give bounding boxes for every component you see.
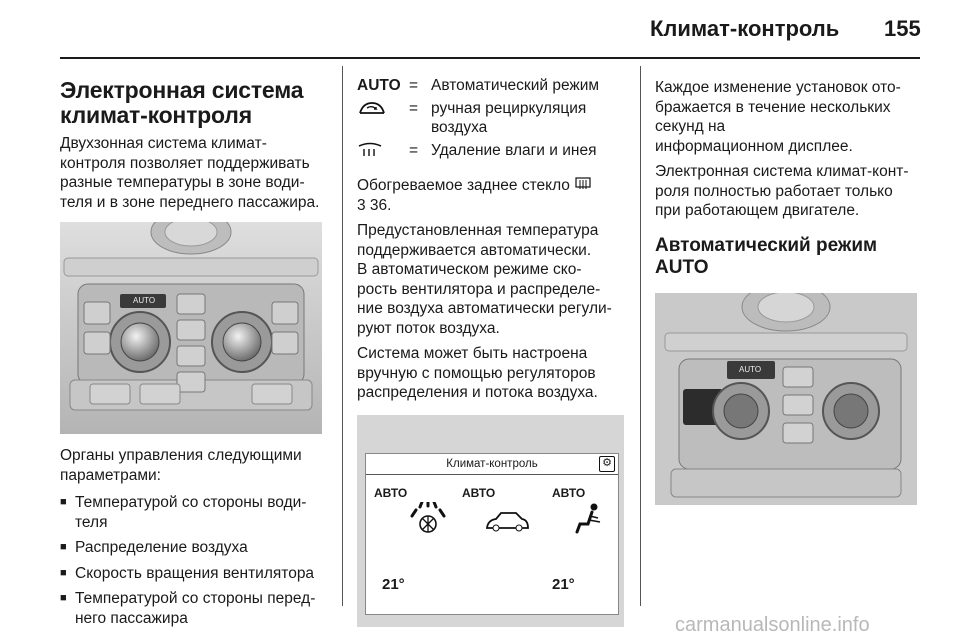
fan-speed-icon (408, 502, 448, 539)
definition-row: = Удаление влаги и инея (357, 141, 627, 165)
manual-paragraph: Система может быть настроена вручную с помощью регуляторов распределения и потока воздуха. (357, 345, 598, 401)
header-rule (60, 57, 920, 59)
display-temp-right: 21° (552, 575, 575, 593)
info-display-figure (357, 415, 624, 627)
definition-text: Автоматический режим (431, 77, 600, 94)
definition-text: ручная рециркуляция воздуха (431, 99, 587, 136)
list-item: ■ Температурой со стороны перед- него пассажира (60, 589, 330, 628)
page-header-title: Климат-контроль (650, 16, 840, 41)
list-item: ■ Температурой со стороны води- теля (60, 493, 330, 532)
controls-list (60, 493, 330, 628)
climate-panel-photo (60, 222, 322, 434)
rear-window-paragraph (357, 176, 627, 215)
info-display-screen (365, 453, 619, 615)
list-item: ■ Распределение воздуха (60, 538, 330, 558)
column-divider-1 (342, 66, 343, 606)
auto-paragraph: Предустановленная температура поддерживается автоматически. В автоматическом режиме ско- рость вентилятора и распределе- ние воздуха автоматически регули- руют поток воздуха. (357, 222, 612, 337)
display-auto-label: АВТО (462, 485, 496, 500)
column-1 (60, 66, 330, 634)
gear-icon: ⚙ (599, 456, 615, 472)
watermark: carmanualsonline.info (675, 614, 870, 636)
intro-paragraph: Двухзонная система климат- контроля позволяет поддерживать разные температуры в зоне води- теля и в зоне переднего пассажира. (60, 135, 320, 211)
rear-window-text: Обогреваемое заднее стекло (357, 177, 570, 194)
panel-auto-label: AUTO (739, 364, 762, 374)
definition-row: AUTO = Автоматический режим (357, 76, 627, 96)
panel-auto-label: AUTO (133, 296, 156, 305)
definition-row: = ручная рециркуляция воздуха (357, 99, 627, 138)
display-title-bar (366, 454, 618, 475)
recirculation-icon (357, 99, 409, 138)
symbol-definitions (357, 76, 627, 164)
column-divider-2 (640, 66, 641, 606)
defrost-icon (357, 141, 409, 165)
display-info-paragraph: Каждое изменение установок ото- бражается в течение нескольких секунд на информационном дисплее. (655, 79, 901, 155)
section-heading: Электронная система климат-контроля (60, 77, 304, 128)
display-title: Климат-контроль (446, 457, 538, 470)
engine-note-paragraph: Электронная система климат-конт- роля полностью работает только при работающем двигателе. (655, 163, 909, 219)
page-number: 155 (884, 16, 921, 41)
display-auto-label: АВТО (552, 485, 586, 500)
definition-text: Удаление влаги и инея (431, 141, 597, 159)
display-temp-left: 21° (382, 575, 405, 593)
rear-window-heat-icon (574, 177, 592, 194)
seat-airflow-icon (574, 502, 604, 539)
column-3 (655, 66, 925, 505)
display-auto-label: АВТО (374, 485, 408, 500)
controls-caption: Органы управления следующими параметрами: (60, 447, 302, 484)
car-airflow-icon (484, 510, 530, 539)
auto-mode-heading: Автоматический режим AUTO (655, 234, 878, 278)
auto-symbol: AUTO (357, 77, 401, 94)
page-reference[interactable]: 3 36. (357, 196, 392, 214)
column-2 (357, 66, 627, 627)
list-item: ■ Скорость вращения вентилятора (60, 564, 330, 584)
auto-button-photo (655, 293, 917, 505)
